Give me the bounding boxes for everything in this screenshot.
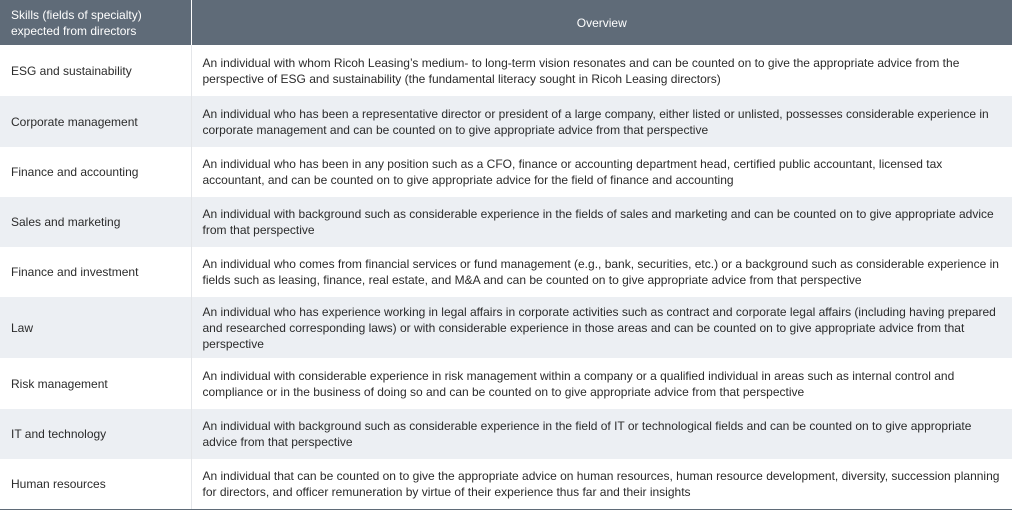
- skill-cell: IT and technology: [0, 409, 191, 459]
- table-row: [0, 45, 1012, 96]
- overview-cell: An individual with considerable experience in risk management within a company or a qualified individual in areas such as internal control and compliance or in the business of doing so and can be counted on to give appropriate advice from that perspective: [202, 368, 955, 399]
- skill-cell: Finance and investment: [0, 247, 191, 297]
- table-row: [0, 247, 1012, 297]
- skill-cell: Human resources: [0, 459, 191, 509]
- table-header: [0, 0, 1012, 45]
- table-row: [0, 197, 1012, 247]
- skill-cell: ESG and sustainability: [0, 45, 191, 96]
- skill-cell: Law: [0, 297, 191, 358]
- skill-cell: Corporate management: [0, 96, 191, 147]
- table-row: [0, 147, 1012, 197]
- table-row: [0, 297, 1012, 358]
- overview-cell: An individual who comes from financial services or fund management (e.g., bank, securities, etc.) or a background such as considerable experience in fields such as leasing, finance, real estate, and M&A and can be counted on to give appropriate advice from that perspective: [202, 257, 999, 287]
- table-body: [0, 45, 1012, 509]
- overview-cell: An individual with whom Ricoh Leasing’s medium- to long-term vision resonates and can be counted on to give the appropriate advice from the perspective of ESG and sustainability (the fundamental literacy sought in Ricoh Leasing directors): [202, 55, 960, 86]
- header-skills: Skills (fields of specialty) expected from directors: [0, 0, 191, 45]
- overview-cell: An individual who has been in any position such as a CFO, finance or accounting department head, certified public accountant, licensed tax accountant, and can be counted on to give appropriate advice for the field of finance and accounting: [202, 157, 943, 187]
- table-row: [0, 358, 1012, 409]
- overview-cell: An individual with background such as considerable experience in the field of IT or technological fields and can be counted on to give appropriate advice from that perspective: [202, 419, 972, 449]
- header-overview: Overview: [191, 0, 1012, 45]
- table-row: [0, 459, 1012, 509]
- overview-cell: An individual with background such as considerable experience in the fields of sales and marketing and can be counted on to give appropriate advice from that perspective: [202, 207, 994, 237]
- table-row: [0, 96, 1012, 147]
- skill-cell: Risk management: [0, 358, 191, 409]
- overview-cell: An individual who has experience working in legal affairs in corporate activities such as contract and corporate legal affairs (including having prepared and researched corresponding laws) or with considerable experience in those areas and can be counted on to give appropriate advice from that perspective: [202, 304, 996, 351]
- overview-cell: An individual who has been a representative director or president of a large company, either listed or unlisted, possesses considerable experience in corporate management and can be counted on to give appropriate advice from that perspective: [202, 106, 989, 137]
- skill-cell: Sales and marketing: [0, 197, 191, 247]
- table-row: [0, 409, 1012, 459]
- overview-cell: An individual that can be counted on to give the appropriate advice on human resources, human resource development, diversity, succession planning for directors, and officer remuneration by virtue of their experience thus far and their insights: [191, 459, 1012, 509]
- skill-cell: Finance and accounting: [0, 147, 191, 197]
- header-row: [0, 0, 1012, 45]
